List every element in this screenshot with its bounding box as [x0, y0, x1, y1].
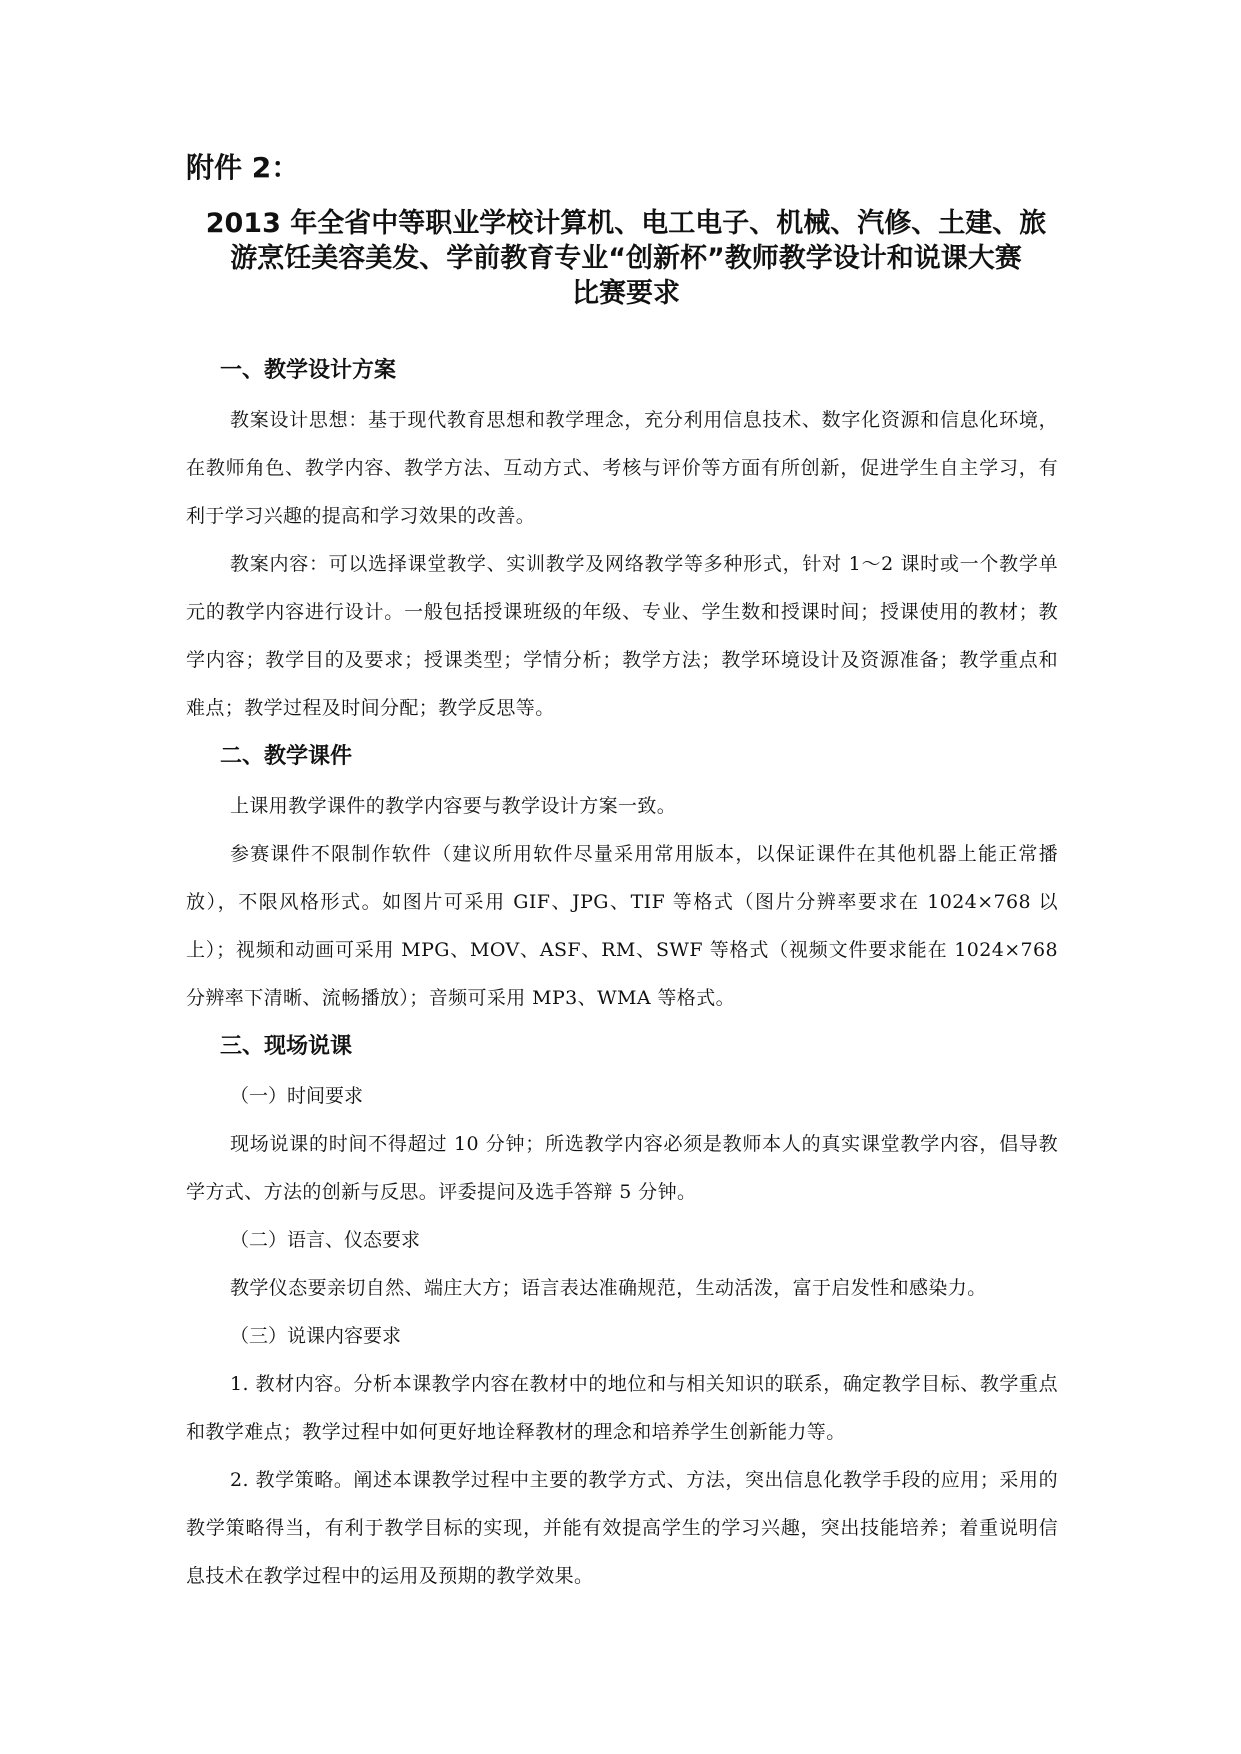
title-line-1: 2013 年全省中等职业学校计算机、电工电子、机械、汽修、土建、旅: [205, 208, 1047, 239]
subheading-time-requirement: （一）时间要求: [230, 1085, 364, 1107]
title-line-3: 比赛要求: [572, 278, 680, 309]
paragraph-courseware-formats: 参赛课件不限制作软件（建议所用软件尽量采用常用版本，以保证课件在其他机器上能正常播放），不限风格形式。如图片可采用 GIF、JPG、TIF 等格式（图片分辨率要求在 1024×768 以上）；视频和动画可采用 MPG、MOV、ASF、RM、SWF 等格式（视频文件要求能在 1024×768 分辨率下清晰、流畅播放）；音频可采用 MP3、WMA 等格式。: [186, 843, 1058, 1009]
annex-label: 附件 2：: [186, 151, 300, 184]
section-heading-courseware: 二、教学课件: [220, 744, 353, 769]
list-item-teaching-strategy: 2. 教学策略。阐述本课教学过程中主要的教学方式、方法，突出信息化教学手段的应用；采用的教学策略得当，有利于教学目标的实现，并能有效提高学生的学习兴趣，突出技能培养；着重说明信息技术在教学过程中的运用及预期的教学效果。: [186, 1469, 1058, 1587]
list-item-textbook-content: 1. 教材内容。分析本课教学内容在教材中的地位和与相关知识的联系，确定教学目标、教学重点和教学难点；教学过程中如何更好地诠释教材的理念和培养学生创新能力等。: [186, 1373, 1058, 1443]
paragraph-time-requirement: 现场说课的时间不得超过 10 分钟；所选教学内容必须是教师本人的真实课堂教学内容，倡导教学方式、方法的创新与反思。评委提问及选手答辩 5 分钟。: [186, 1133, 1058, 1203]
section-heading-teaching-design: 一、教学设计方案: [220, 358, 397, 383]
title-line-2: 游烹饪美容美发、学前教育专业“创新杯”教师教学设计和说课大赛: [230, 243, 1022, 274]
paragraph-design-idea: 教案设计思想：基于现代教育思想和教学理念，充分利用信息技术、数字化资源和信息化环境，在教师角色、教学内容、教学方法、互动方式、考核与评价等方面有所创新，促进学生自主学习，有利于学习兴趣的提高和学习效果的改善。: [186, 409, 1058, 527]
subheading-lecture-content: （三）说课内容要求: [230, 1325, 402, 1347]
document-title: [186, 206, 1066, 311]
paragraph-language-manner: 教学仪态要亲切自然、端庄大方；语言表达准确规范，生动活泼，富于启发性和感染力。: [230, 1277, 987, 1299]
section-heading-onsite-lecture: 三、现场说课: [220, 1034, 353, 1059]
document-body: [186, 346, 1058, 1600]
paragraph-design-content: 教案内容：可以选择课堂教学、实训教学及网络教学等多种形式，针对 1～2 课时或一个教学单元的教学内容进行设计。一般包括授课班级的年级、专业、学生数和授课时间；授课使用的教材；教学内容；教学目的及要求；授课类型；学情分析；教学方法；教学环境设计及资源准备；教学重点和难点；教学过程及时间分配；教学反思等。: [186, 553, 1058, 719]
paragraph-courseware-consistency: 上课用教学课件的教学内容要与教学设计方案一致。: [230, 795, 677, 817]
subheading-language-manner: （二）语言、仪态要求: [230, 1229, 421, 1251]
